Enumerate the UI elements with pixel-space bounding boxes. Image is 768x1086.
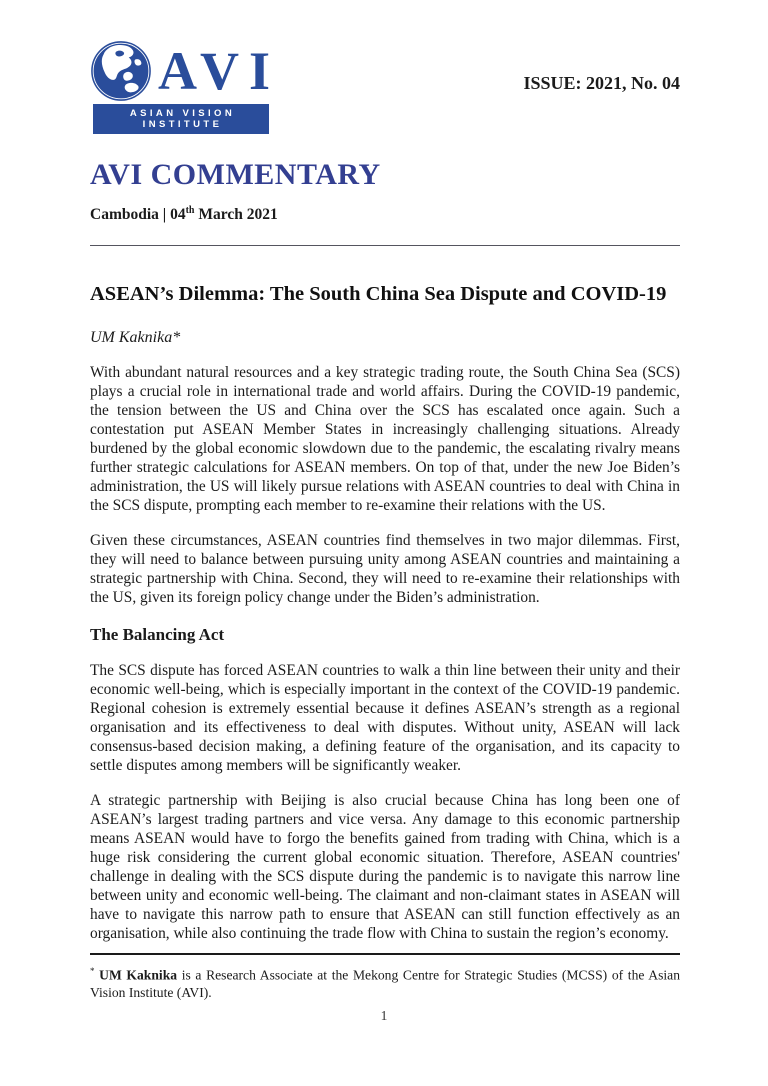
dateline-prefix: Cambodia | 04: [90, 206, 186, 224]
paragraph: The SCS dispute has forced ASEAN countries to walk a thin line between their unity and their economic well-being, which is especially important in the context of the COVID-19 pandemic. Regional cohesion is extremely essential because it defines ASEAN’s strength as a regional organisation and its effectiveness to deal with disputes. Without unity, ASEAN will lack consensus-based decision making, a defining feature of the organisation, and its capacity to settle disputes among members will be significantly weaker.: [90, 662, 680, 774]
footnote-text: is a Research Associate at the Mekong Centre for Strategic Studies (MCSS) of the Asian Vision Institute (AVI).: [90, 967, 681, 1000]
dateline-suffix: March 2021: [194, 206, 278, 224]
footnote-divider: [90, 953, 680, 955]
page-number: 1: [380, 1008, 388, 1023]
globe-icon: [90, 40, 152, 102]
issue-label: ISSUE: 2021, No. 04: [523, 73, 680, 93]
logo-acronym: AVI: [158, 41, 281, 101]
dateline: [90, 205, 680, 224]
footnote-author: UM Kaknika: [99, 967, 178, 983]
commentary-masthead-title: AVI COMMENTARY: [90, 158, 381, 191]
author-byline: UM Kaknika*: [90, 329, 181, 347]
dateline-ordinal: th: [185, 205, 195, 216]
avi-logo: [90, 40, 280, 134]
paragraph: A strategic partnership with Beijing is also crucial because China has long been one of ASEAN’s largest trading partners and vice versa. Any damage to this economic partnership means ASEAN would have to forgo the benefits gained from trading with China, which is a huge risk considering the current global economic situation. Therefore, ASEAN countries' challenge in dealing with the SCS dispute during the pandemic is to navigate this narrow line between unity and economic well-being. The claimant and non-claimant states in ASEAN will have to navigate this narrow path to ensure that ASEAN can still function effectively as an organisation, while also continuing the trade flow with China to sustain the region’s economy.: [90, 792, 680, 942]
logo-row: [90, 40, 280, 102]
paragraph: Given these circumstances, ASEAN countries find themselves in two major dilemmas. First, they will need to balance between pursuing unity among ASEAN countries and maintaining a strategic partnership with China. Second, they will need to re-examine their relationships with the US, given its foreign policy change under the Biden’s administration.: [90, 532, 680, 607]
article-title: ASEAN’s Dilemma: The South China Sea Dispute and COVID-19: [90, 283, 667, 306]
logo-subtitle-banner: ASIAN VISION INSTITUTE: [93, 104, 269, 134]
paragraph: With abundant natural resources and a key strategic trading route, the South China Sea (SCS) plays a crucial role in international trade and world affairs. During the COVID-19 pandemic, the tension between the US and China over the SCS has escalated once again. Such a contestation put ASEAN Member States in increasingly challenging situations. Already burdened by the global economic slowdown due to the pandemic, the escalating rivalry means further strategic calculations for ASEAN members. On top of that, under the new Joe Biden’s administration, the US will likely pursue relations with ASEAN countries to deal with China in the SCS dispute, prompting each member to re-examine their relations with the US.: [90, 364, 680, 514]
section-heading: The Balancing Act: [90, 625, 225, 645]
document-header: [90, 40, 680, 134]
footnote-marker: *: [90, 965, 95, 976]
header-divider: [90, 245, 680, 246]
footnote: [90, 963, 680, 1002]
